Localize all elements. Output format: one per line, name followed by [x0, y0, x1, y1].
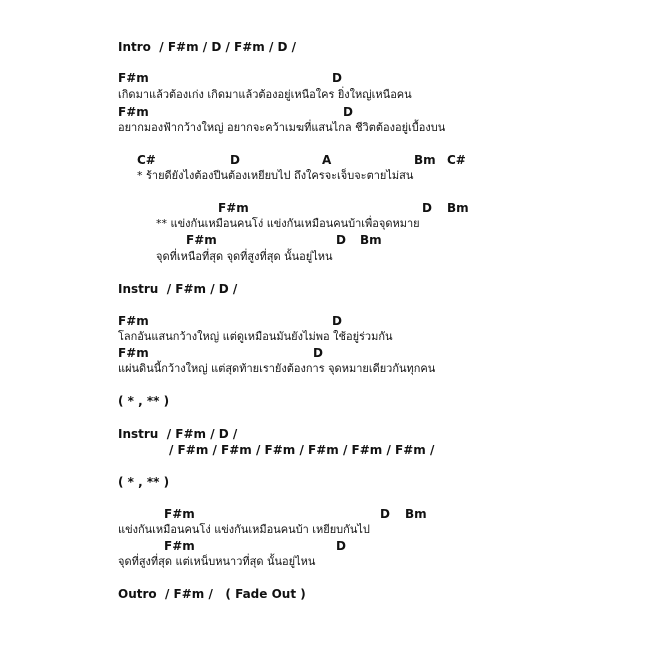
verse1-chord: D	[332, 71, 342, 85]
instrumental-line: Instru / F#m / D /	[118, 427, 238, 441]
verse1-chord: D	[343, 105, 353, 119]
verse2-chord: F#m	[118, 314, 149, 328]
ending-chord: D	[380, 507, 390, 521]
repeat-marker: ( * , ** )	[118, 394, 170, 408]
instrumental-line: Instru / F#m / D /	[118, 282, 238, 296]
prechorus-chord: C#	[137, 153, 156, 167]
ending-chord: Bm	[405, 507, 427, 521]
prechorus-chord: C#	[447, 153, 466, 167]
verse1-lyric: อยากมองฟ้ากว้างใหญ่ อยากจะคว้าเมฆที่แสนไกล ชีวิตต้องอยู่เบื้องบน	[118, 121, 446, 134]
prechorus-chord: Bm	[414, 153, 436, 167]
instrumental-line: / F#m / F#m / F#m / F#m / F#m / F#m /	[169, 443, 435, 457]
prechorus-lyric: * ร้ายดียังไงต้องปีนต้องเหยียบไป ถึงใครจะเจ็บจะตายไม่สน	[137, 169, 414, 182]
chorus-lyric: จุดที่เหนือที่สุด จุดที่สูงที่สุด นั้นอยู่ไหน	[156, 250, 333, 263]
prechorus-chord: A	[322, 153, 332, 167]
ending-lyric: จุดที่สูงที่สุด แต่เหน็บหนาวที่สุด นั้นอยู่ไหน	[118, 555, 316, 568]
prechorus-chord: D	[230, 153, 240, 167]
chorus-chord: F#m	[218, 201, 249, 215]
chorus-lyric: ** แข่งกันเหมือนคนโง่ แข่งกันเหมือนคนบ้าเพื่อจุดหมาย	[156, 217, 420, 230]
verse1-chord: F#m	[118, 71, 149, 85]
verse1-lyric: เกิดมาแล้วต้องเก่ง เกิดมาแล้วต้องอยู่เหนือใคร ยิ่งใหญ่เหนือคน	[118, 88, 412, 101]
verse2-lyric: แผ่นดินนี้กว้างใหญ่ แต่สุดท้ายเรายังต้องการ จุดหมายเดียวกันทุกคน	[118, 362, 436, 375]
outro-line: Outro / F#m / ( Fade Out )	[118, 587, 306, 601]
chorus-chord: D	[422, 201, 432, 215]
repeat-marker: ( * , ** )	[118, 475, 170, 489]
verse2-lyric: โลกอันแสนกว้างใหญ่ แต่ดูเหมือนมันยังไม่พอ ใช้อยู่ร่วมกัน	[118, 330, 393, 343]
ending-lyric: แข่งกันเหมือนคนโง่ แข่งกันเหมือนคนบ้า เหยียบกันไป	[118, 523, 370, 536]
ending-chord: F#m	[164, 507, 195, 521]
chorus-chord: D	[336, 233, 346, 247]
chorus-chord: Bm	[447, 201, 469, 215]
verse2-chord: D	[332, 314, 342, 328]
verse2-chord: F#m	[118, 346, 149, 360]
chorus-chord: Bm	[360, 233, 382, 247]
intro-line: Intro / F#m / D / F#m / D /	[118, 40, 297, 54]
ending-chord: D	[336, 539, 346, 553]
verse2-chord: D	[313, 346, 323, 360]
verse1-chord: F#m	[118, 105, 149, 119]
chorus-chord: F#m	[186, 233, 217, 247]
ending-chord: F#m	[164, 539, 195, 553]
